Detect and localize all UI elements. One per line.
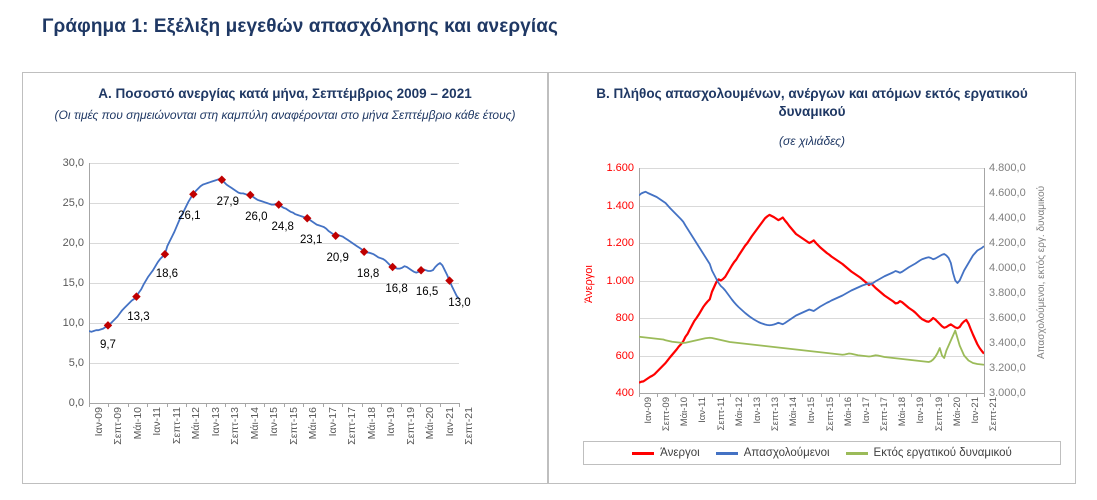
legend-item [716, 447, 830, 459]
right-y-axis-tick-label: 3.200,0 [989, 362, 1026, 374]
legend-label: Εκτός εργατικού δυναμικού [873, 447, 1012, 459]
x-axis-tick-label: Μάι-12 [733, 397, 745, 427]
right-y-axis-tick-label: 4.400,0 [989, 212, 1026, 224]
legend-label: Άνεργοι [660, 447, 700, 459]
x-axis-tick-label: Ιαν-11 [151, 407, 164, 436]
data-label: 13,0 [448, 296, 471, 309]
x-axis-tick-label: Μάι-20 [951, 397, 963, 427]
x-axis-tick-label: Ιαν-17 [860, 397, 872, 424]
data-label: 23,1 [300, 234, 323, 247]
x-axis-tick-label: Ιαν-17 [326, 407, 339, 437]
x-axis-tick-mark [323, 403, 324, 407]
data-label: 16,8 [385, 283, 408, 295]
x-axis-tick-mark [857, 393, 858, 397]
x-axis-tick-mark [89, 403, 90, 407]
x-axis-tick-label: Ιαν-15 [806, 397, 818, 424]
x-axis-tick-mark [712, 393, 713, 397]
right-axis-title: Απασχολούμενοι, εκτός εργ. δυναμικού [1036, 185, 1047, 359]
x-axis-tick-mark [675, 393, 676, 397]
left-y-axis-tick-label: 800 [615, 312, 634, 324]
x-axis-tick-mark [264, 403, 265, 407]
x-axis-tick-label: Ιαν-21 [443, 407, 456, 437]
x-axis-tick-label: Σεπτ-17 [879, 397, 891, 432]
y-axis-tick-label: 25,0 [62, 197, 84, 209]
gridline [639, 393, 984, 394]
y-axis-tick-label: 30,0 [62, 157, 84, 169]
x-axis-tick-label: Μάι-16 [842, 397, 854, 427]
x-axis-tick-label: Μάι-18 [365, 407, 378, 440]
x-axis-tick-label: Σεπτ-19 [933, 397, 945, 432]
legend-item [632, 447, 700, 459]
x-axis-tick-label: Μάι-20 [424, 407, 437, 440]
x-axis-tick-mark [303, 403, 304, 407]
panel-a-subtitle: (Οι τιμές που σημειώνονται στη καμπύλη αναφέρονται στο μήνα Σεπτέμβριο κάθε έτους) [54, 108, 516, 123]
legend-swatch [632, 452, 654, 455]
x-axis-tick-mark [440, 403, 441, 407]
x-axis-tick-label: Σεπτ-11 [170, 407, 183, 444]
x-axis-tick-label: Ιαν-19 [385, 407, 398, 437]
x-axis-tick-mark [930, 393, 931, 397]
x-axis-tick-mark [459, 403, 460, 407]
y-axis-tick-label: 15,0 [62, 277, 84, 289]
panel-b-subtitle: (σε χιλιάδες) [779, 134, 845, 149]
y-axis-tick-label: 10,0 [62, 317, 84, 329]
x-axis-tick-mark [821, 393, 822, 397]
data-label: 9,7 [99, 339, 116, 352]
data-label: 26,1 [178, 210, 201, 223]
x-axis-tick-label: Μάι-10 [679, 397, 691, 427]
x-axis-tick-label: Ιαν-09 [643, 397, 654, 424]
panel-b-title: Β. Πλήθος απασχολουμένων, ανέργων και ατόμων εκτός εργατικού δυναμικού [596, 86, 1028, 120]
x-axis-tick-mark [401, 403, 402, 407]
x-axis-tick-label: Μάι-12 [190, 407, 203, 440]
x-axis-tick-label: Σεπτ-17 [346, 407, 359, 445]
legend-label: Απασχολούμενοι [743, 447, 830, 459]
x-axis-tick-mark [420, 403, 421, 407]
x-axis-tick-mark [911, 393, 912, 397]
right-y-axis-tick-label: 3.400,0 [989, 337, 1026, 349]
left-y-axis-tick-label: 1.200 [606, 237, 634, 249]
x-axis-tick-label: Σεπτ-13 [770, 397, 782, 432]
x-axis-tick-mark [206, 403, 207, 407]
x-axis-tick-label: Σεπτ-09 [112, 407, 125, 445]
x-axis-tick-label: Μάι-14 [248, 407, 261, 440]
x-axis-tick-mark [748, 393, 749, 397]
series-line [89, 179, 459, 332]
data-point-marker [445, 276, 453, 284]
data-label: 18,8 [356, 267, 380, 280]
data-label: 18,6 [155, 268, 179, 281]
x-axis-tick-mark [167, 403, 168, 407]
x-axis-tick-label: Σεπτ-13 [229, 407, 242, 445]
x-axis-tick-mark [381, 403, 382, 407]
legend-swatch [716, 452, 738, 455]
data-label: 27,9 [216, 195, 240, 208]
x-axis-tick-label: Σεπτ-11 [715, 397, 727, 431]
x-axis-tick-label: Σεπτ-21 [463, 407, 475, 445]
right-y-axis-tick-label: 4.000,0 [989, 262, 1026, 274]
right-y-axis-tick-label: 3.600,0 [989, 312, 1026, 324]
series-line [639, 215, 984, 383]
x-axis-tick-mark [186, 403, 187, 407]
data-point-marker [417, 266, 425, 274]
x-axis-tick-mark [245, 403, 246, 407]
x-axis-tick-label: Σεπτ-09 [661, 397, 673, 432]
chart-panel-unemployment-rate [22, 72, 548, 484]
series-line [639, 331, 984, 365]
series-svg [639, 168, 984, 393]
x-axis-tick-mark [362, 403, 363, 407]
x-axis-tick-label: Μάι-10 [131, 407, 144, 440]
series-line [639, 192, 984, 326]
x-axis-tick-mark [342, 403, 343, 407]
panel-a-title: Α. Ποσοστό ανεργίας κατά μήνα, Σεπτέμβριος 2009 – 2021 [98, 86, 472, 101]
data-label: 26,0 [245, 211, 268, 223]
x-axis-tick-label: Σεπτ-15 [287, 407, 300, 445]
legend-swatch [846, 452, 868, 455]
x-axis-tick-mark [128, 403, 129, 407]
left-y-axis-tick-label: 1.400 [606, 199, 634, 212]
panel-a-plot-area [62, 157, 475, 445]
x-axis-tick-label: Μάι-14 [788, 397, 800, 427]
y-axis-tick-label: 5,0 [68, 357, 84, 369]
x-axis-tick-mark [984, 393, 985, 397]
chart-panel-employment-counts [548, 72, 1076, 484]
left-y-axis-tick-label: 1.600 [606, 162, 634, 174]
left-y-axis-tick-label: 1.000 [606, 274, 634, 287]
x-axis-tick-mark [225, 403, 226, 407]
x-axis-tick-mark [108, 403, 109, 407]
right-y-axis-tick-label: 4.600,0 [989, 187, 1026, 199]
x-axis-tick-mark [657, 393, 658, 397]
x-axis-tick-mark [875, 393, 876, 397]
y-axis-tick-label: 0,0 [68, 397, 84, 409]
x-axis-tick-mark [893, 393, 894, 397]
x-axis-tick-mark [693, 393, 694, 397]
right-y-axis-tick-label: 4.800,0 [989, 162, 1026, 174]
x-axis-tick-label: Ιαν-15 [268, 407, 281, 437]
x-axis-tick-label: Ιαν-13 [209, 407, 222, 437]
x-axis-tick-mark [948, 393, 949, 397]
x-axis-tick-label: Σεπτ-19 [404, 407, 417, 445]
x-axis-tick-label: Μάι-18 [897, 397, 909, 427]
page-title: Γράφημα 1: Εξέλιξη μεγεθών απασχόλησης και ανεργίας [42, 16, 558, 37]
x-axis-tick-mark [966, 393, 967, 397]
data-label: 16,5 [415, 286, 439, 299]
data-label: 20,9 [326, 251, 349, 264]
y-axis-tick-label: 20,0 [62, 237, 84, 249]
right-y-axis-tick-label: 3.800,0 [989, 287, 1026, 299]
x-axis-tick-mark [802, 393, 803, 397]
x-axis-tick-mark [730, 393, 731, 397]
x-axis-tick-mark [784, 393, 785, 397]
x-axis-tick-mark [284, 403, 285, 407]
right-y-axis-tick-label: 4.200,0 [989, 237, 1026, 249]
x-axis-tick-label: Σεπτ-15 [824, 397, 836, 432]
x-axis-tick-label: Μάι-16 [307, 407, 320, 440]
x-axis-tick-mark [147, 403, 148, 407]
left-y-axis-tick-label: 600 [615, 349, 634, 362]
x-axis-tick-label: Ιαν-19 [915, 397, 927, 424]
x-axis-tick-mark [839, 393, 840, 397]
x-axis-tick-label: Ιαν-11 [697, 397, 709, 423]
left-y-axis-tick-label: 400 [615, 387, 634, 399]
left-axis-title: Άνεργοι [583, 264, 595, 303]
x-axis-tick-label: Ιαν-21 [969, 397, 981, 424]
x-axis-tick-label: Ιαν-09 [93, 407, 105, 437]
panel-b-legend [583, 441, 1061, 465]
gridline [89, 403, 459, 404]
right-y-axis-line [984, 168, 985, 393]
x-axis-tick-mark [766, 393, 767, 397]
data-label: 24,8 [271, 220, 294, 233]
data-label: 13,3 [127, 310, 150, 323]
x-axis-tick-label: Σεπτ-21 [988, 397, 999, 432]
panel-b-plot-area [606, 162, 1026, 432]
x-axis-tick-label: Ιαν-13 [751, 397, 763, 424]
right-y-axis-tick-label: 3.000,0 [989, 387, 1026, 399]
x-axis-tick-mark [639, 393, 640, 397]
legend-item [846, 447, 1012, 459]
